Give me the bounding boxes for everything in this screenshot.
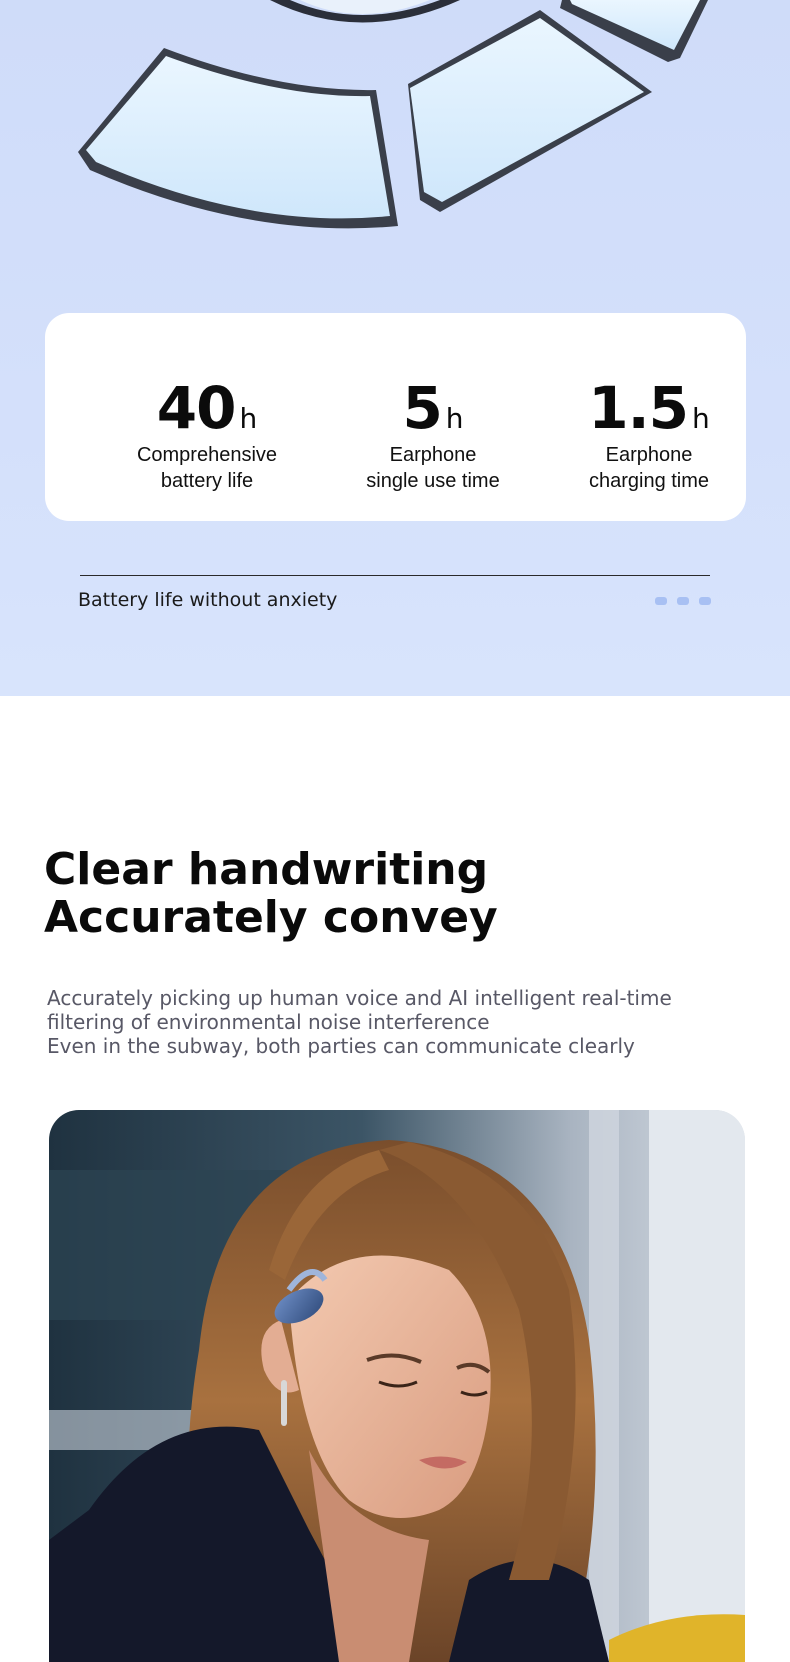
- stat-label-line1: Comprehensive: [136, 444, 278, 466]
- section-description: [47, 986, 747, 1058]
- battery-tagline: Battery life without anxiety: [78, 589, 338, 611]
- stat-label-line2: single use time: [366, 470, 500, 492]
- description-line1: Accurately picking up human voice and AI intelligent real-time: [47, 986, 672, 1010]
- headline-line2: Accurately convey: [44, 892, 498, 943]
- woman-wearing-earphone-photo: [49, 1110, 745, 1662]
- description-line2: filtering of environmental noise interference: [47, 1010, 490, 1034]
- stat-label-line2: battery life: [160, 470, 254, 492]
- stat-total-battery: [97, 375, 317, 493]
- decorative-dots: [655, 597, 711, 605]
- divider: [80, 575, 710, 576]
- dot: [655, 597, 667, 605]
- battery-stats-card: [45, 313, 746, 521]
- stat-single-use: [323, 375, 543, 493]
- photo-illustration: [49, 1110, 745, 1662]
- stat-unit: h: [239, 402, 258, 435]
- dot: [677, 597, 689, 605]
- stat-label-line1: Earphone: [605, 444, 693, 466]
- battery-section: [0, 0, 790, 696]
- charging-case-segments-image: [0, 0, 790, 250]
- stat-number: 40: [156, 374, 236, 442]
- stat-label-line1: Earphone: [389, 444, 477, 466]
- description-line3: Even in the subway, both parties can communicate clearly: [47, 1034, 635, 1058]
- stat-unit: h: [445, 402, 464, 435]
- stat-number: 1.5: [588, 374, 688, 442]
- headline-line1: Clear handwriting: [44, 844, 489, 895]
- stat-charging-time: [539, 375, 759, 493]
- stat-label-line2: charging time: [588, 470, 710, 492]
- section-headline: [44, 846, 498, 942]
- stat-number: 5: [402, 374, 442, 442]
- dot: [699, 597, 711, 605]
- stat-unit: h: [692, 402, 710, 435]
